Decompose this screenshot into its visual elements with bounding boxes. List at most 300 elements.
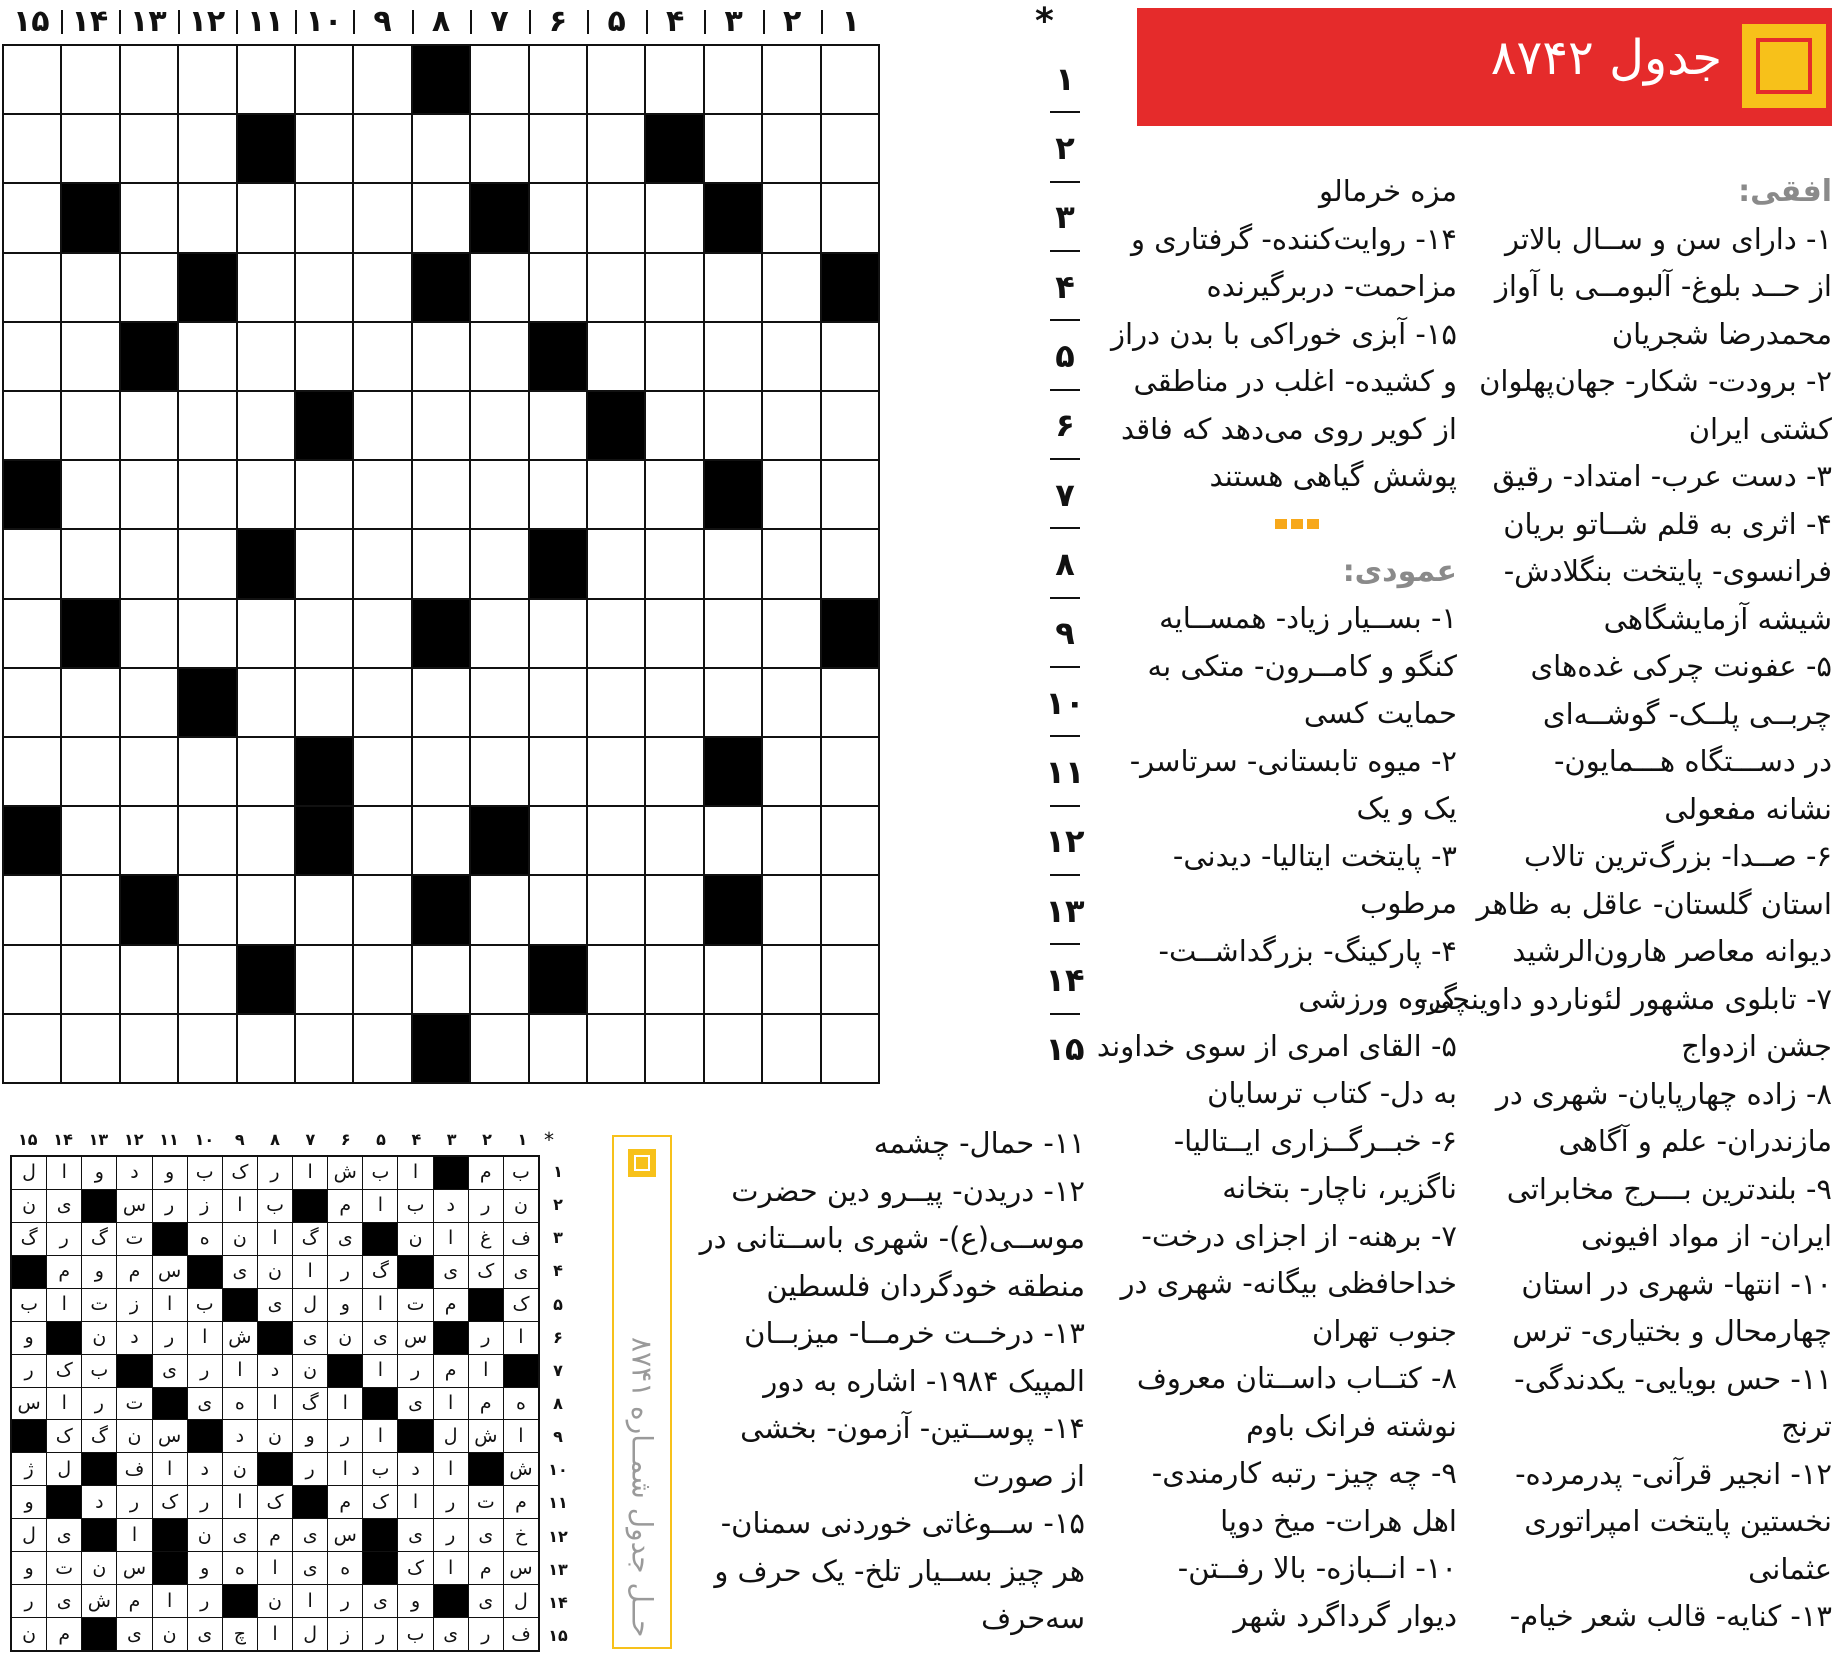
crossword-cell[interactable] — [121, 392, 177, 459]
crossword-cell[interactable] — [471, 530, 527, 597]
solution-cell: ر — [12, 1355, 46, 1387]
crossword-cell[interactable] — [179, 600, 235, 667]
crossword-cell[interactable] — [822, 461, 878, 528]
crossword-cell[interactable] — [62, 738, 118, 805]
solution-cell: ر — [188, 1585, 222, 1617]
crossword-cell[interactable] — [121, 738, 177, 805]
crossword-cell[interactable] — [822, 807, 878, 874]
crossword-cell[interactable] — [471, 461, 527, 528]
crossword-cell[interactable] — [763, 392, 819, 459]
crossword-cell[interactable] — [822, 876, 878, 943]
crossword-cell[interactable] — [588, 184, 644, 251]
column-number: ۱۴ — [61, 2, 120, 42]
crossword-cell[interactable] — [530, 115, 586, 182]
solution-cell: ی — [328, 1223, 362, 1255]
solution-cell: ن — [293, 1355, 327, 1387]
crossword-cell[interactable] — [296, 946, 352, 1013]
solution-cell: ر — [328, 1585, 362, 1617]
crossword-cell[interactable] — [763, 254, 819, 321]
crossword-cell[interactable] — [705, 46, 761, 113]
column-number: ۱۳ — [119, 2, 178, 42]
crossword-cell[interactable] — [705, 946, 761, 1013]
crossword-cell[interactable] — [471, 600, 527, 667]
crossword-cell[interactable] — [121, 254, 177, 321]
crossword-cell[interactable] — [121, 1015, 177, 1082]
crossword-cell[interactable] — [763, 46, 819, 113]
crossword-cell[interactable] — [705, 392, 761, 459]
crossword-cell[interactable] — [4, 115, 60, 182]
crossword-cell[interactable] — [354, 1015, 410, 1082]
solution-cell: م — [117, 1585, 151, 1617]
solution-column-number: ۹ — [234, 1130, 245, 1149]
clue-line: خداحافظی بیگانه- شهری در — [1120, 1266, 1457, 1300]
crossword-cell[interactable] — [4, 946, 60, 1013]
crossword-cell[interactable] — [705, 115, 761, 182]
crossword-cell[interactable] — [296, 461, 352, 528]
solution-column-number: ۷ — [305, 1130, 316, 1149]
crossword-cell[interactable] — [413, 946, 469, 1013]
solution-black-cell — [82, 1453, 116, 1485]
puzzle-title: جدول ۸۷۴۲ — [1490, 30, 1722, 86]
solution-cell: چ — [223, 1618, 257, 1650]
crossword-cell[interactable] — [121, 461, 177, 528]
crossword-cell[interactable] — [588, 323, 644, 390]
black-cell — [822, 600, 878, 667]
crossword-cell[interactable] — [763, 600, 819, 667]
crossword-cell[interactable] — [354, 392, 410, 459]
solution-cell: ر — [153, 1322, 187, 1354]
crossword-cell[interactable] — [530, 461, 586, 528]
crossword-cell[interactable] — [646, 807, 702, 874]
crossword-cell[interactable] — [121, 600, 177, 667]
crossword-cell[interactable] — [354, 669, 410, 736]
crossword-cell[interactable] — [179, 807, 235, 874]
crossword-cell[interactable] — [588, 254, 644, 321]
crossword-cell[interactable] — [354, 323, 410, 390]
crossword-cell[interactable] — [354, 461, 410, 528]
crossword-cell[interactable] — [530, 46, 586, 113]
crossword-cell[interactable] — [354, 600, 410, 667]
crossword-cell[interactable] — [530, 254, 586, 321]
crossword-cell[interactable] — [763, 115, 819, 182]
black-cell — [471, 184, 527, 251]
crossword-cell[interactable] — [62, 323, 118, 390]
clue-line: ۸- زاده چهارپایان- شهری در — [1495, 1076, 1832, 1111]
crossword-cell[interactable] — [822, 46, 878, 113]
crossword-cell[interactable] — [530, 807, 586, 874]
solution-cell: ل — [293, 1618, 327, 1650]
crossword-cell[interactable] — [822, 1015, 878, 1082]
solution-cell: س — [328, 1519, 362, 1551]
solution-cell: ب — [363, 1157, 397, 1189]
solution-cell: ی — [188, 1618, 222, 1650]
solution-row-number: ۹ — [553, 1427, 563, 1447]
solution-cell: ن — [398, 1223, 432, 1255]
crossword-cell[interactable] — [646, 323, 702, 390]
solution-cell: ی — [223, 1256, 257, 1288]
crossword-cell[interactable] — [62, 392, 118, 459]
crossword-cell[interactable] — [238, 392, 294, 459]
crossword-cell[interactable] — [238, 461, 294, 528]
solution-black-cell — [363, 1388, 397, 1420]
black-cell — [4, 461, 60, 528]
crossword-cell[interactable] — [646, 530, 702, 597]
crossword-cell[interactable] — [413, 807, 469, 874]
crossword-cell[interactable] — [4, 46, 60, 113]
crossword-cell[interactable] — [646, 461, 702, 528]
crossword-cell[interactable] — [413, 669, 469, 736]
crossword-cell[interactable] — [471, 46, 527, 113]
solution-cell: ن — [12, 1190, 46, 1222]
crossword-cell[interactable] — [179, 46, 235, 113]
crossword-cell[interactable] — [646, 669, 702, 736]
crossword-cell[interactable] — [705, 530, 761, 597]
crossword-cell[interactable] — [296, 530, 352, 597]
crossword-cell[interactable] — [4, 669, 60, 736]
clue-line: جشن ازدواج — [1681, 1029, 1832, 1063]
clue-line: المپیک ۱۹۸۴- اشاره به دور — [763, 1363, 1085, 1398]
crossword-cell[interactable] — [62, 807, 118, 874]
clue-line: در دســـتگاه هـــمایون- — [1553, 744, 1832, 778]
crossword-cell[interactable] — [530, 669, 586, 736]
crossword-cell[interactable] — [822, 530, 878, 597]
crossword-cell[interactable] — [238, 254, 294, 321]
solution-cell: ن — [117, 1420, 151, 1452]
crossword-cell[interactable] — [62, 530, 118, 597]
crossword-cell[interactable] — [471, 669, 527, 736]
crossword-cell[interactable] — [530, 1015, 586, 1082]
crossword-cell[interactable] — [413, 184, 469, 251]
crossword-cell[interactable] — [471, 738, 527, 805]
solution-cell: س — [153, 1420, 187, 1452]
crossword-cell[interactable] — [354, 46, 410, 113]
solution-cell: ل — [434, 1420, 468, 1452]
column-number: ۷ — [470, 2, 529, 42]
solution-cell: و — [12, 1552, 46, 1584]
crossword-cell[interactable] — [646, 946, 702, 1013]
solution-cell: ا — [293, 1585, 327, 1617]
crossword-cell[interactable] — [763, 946, 819, 1013]
crossword-cell[interactable] — [763, 669, 819, 736]
crossword-cell[interactable] — [238, 807, 294, 874]
clue-line: ۳- پایتخت ایتالیا- دیدنی- — [1172, 838, 1457, 873]
solution-cell: ب — [398, 1618, 432, 1650]
crossword-cell[interactable] — [121, 530, 177, 597]
solution-cell: ز — [117, 1289, 151, 1321]
crossword-cell[interactable] — [413, 115, 469, 182]
solution-column-number: ۱۴ — [53, 1130, 73, 1149]
crossword-cell[interactable] — [705, 600, 761, 667]
crossword-cell[interactable] — [179, 115, 235, 182]
crossword-cell[interactable] — [588, 669, 644, 736]
crossword-cell[interactable] — [238, 876, 294, 943]
crossword-cell[interactable] — [588, 1015, 644, 1082]
crossword-cell[interactable] — [646, 600, 702, 667]
crossword-cell[interactable] — [354, 946, 410, 1013]
crossword-cell[interactable] — [238, 738, 294, 805]
solution-row-number: ۴ — [553, 1261, 563, 1281]
solution-cell: ب — [82, 1355, 116, 1387]
solution-cell: ی — [469, 1585, 503, 1617]
crossword-cell[interactable] — [588, 461, 644, 528]
solution-cell: گ — [82, 1420, 116, 1452]
crossword-cell[interactable] — [413, 461, 469, 528]
crossword-cell[interactable] — [822, 738, 878, 805]
crossword-cell[interactable] — [763, 876, 819, 943]
crossword-cell[interactable] — [471, 254, 527, 321]
crossword-cell[interactable] — [588, 530, 644, 597]
crossword-cell[interactable] — [705, 669, 761, 736]
crossword-cell[interactable] — [238, 46, 294, 113]
clue-line: نشانه مفعولی — [1664, 791, 1832, 826]
crossword-cell[interactable] — [588, 876, 644, 943]
solution-row-number: ۱۰ — [548, 1460, 568, 1480]
crossword-cell[interactable] — [588, 738, 644, 805]
solution-cell: ک — [469, 1256, 503, 1288]
crossword-cell[interactable] — [822, 323, 878, 390]
crossword-cell[interactable] — [530, 184, 586, 251]
crossword-cell[interactable] — [296, 1015, 352, 1082]
solution-cell: ر — [188, 1355, 222, 1387]
crossword-cell[interactable] — [62, 115, 118, 182]
crossword-cell[interactable] — [471, 1015, 527, 1082]
solution-cell: ه — [223, 1388, 257, 1420]
crossword-cell[interactable] — [646, 254, 702, 321]
crossword-cell[interactable] — [763, 530, 819, 597]
crossword-cell[interactable] — [354, 254, 410, 321]
crossword-cell[interactable] — [822, 946, 878, 1013]
crossword-cell[interactable] — [705, 807, 761, 874]
down-clues-continued — [699, 1120, 1085, 1643]
crossword-cell[interactable] — [296, 46, 352, 113]
crossword-cell[interactable] — [4, 392, 60, 459]
main-grid-column-numbers — [2, 2, 880, 42]
black-cell — [413, 876, 469, 943]
clue-line: شیشه آزمایشگاهی — [1603, 601, 1832, 636]
solution-cell: ی — [434, 1256, 468, 1288]
solution-cell: ا — [504, 1322, 538, 1354]
crossword-cell[interactable] — [179, 392, 235, 459]
crossword-cell[interactable] — [296, 600, 352, 667]
crossword-cell[interactable] — [4, 323, 60, 390]
black-cell — [238, 115, 294, 182]
solution-cell: ا — [328, 1388, 362, 1420]
crossword-cell[interactable] — [354, 530, 410, 597]
crossword-cell[interactable] — [121, 46, 177, 113]
crossword-cell[interactable] — [354, 115, 410, 182]
crossword-cell[interactable] — [179, 946, 235, 1013]
clue-line: موســی(ع)- شهری باســتانی در — [699, 1221, 1085, 1255]
black-cell — [179, 254, 235, 321]
crossword-cell[interactable] — [4, 184, 60, 251]
solution-row-numbers — [544, 1155, 572, 1652]
crossword-cell[interactable] — [705, 1015, 761, 1082]
solution-cell: ن — [82, 1552, 116, 1584]
crossword-cell[interactable] — [413, 530, 469, 597]
crossword-cell[interactable] — [238, 1015, 294, 1082]
crossword-cell[interactable] — [354, 184, 410, 251]
crossword-cell[interactable] — [471, 323, 527, 390]
crossword-cell[interactable] — [588, 46, 644, 113]
solution-cell: ر — [434, 1519, 468, 1551]
crossword-cell[interactable] — [588, 600, 644, 667]
crossword-cell[interactable] — [179, 323, 235, 390]
crossword-cell[interactable] — [179, 530, 235, 597]
clue-line: ۷- تابلوی مشهور لئوناردو داوینچی- — [1417, 981, 1832, 1016]
crossword-cell[interactable] — [296, 184, 352, 251]
crossword-cell[interactable] — [296, 254, 352, 321]
crossword-cell[interactable] — [238, 323, 294, 390]
solution-cell: ی — [223, 1519, 257, 1551]
solution-column-number: ۱۰ — [194, 1130, 215, 1149]
crossword-cell[interactable] — [471, 946, 527, 1013]
crossword-cell[interactable] — [413, 323, 469, 390]
black-cell — [413, 1015, 469, 1082]
crossword-cell[interactable] — [62, 876, 118, 943]
column-number: ۱۱ — [236, 2, 295, 42]
clue-line: نوشته فرانک باوم — [1246, 1408, 1457, 1443]
crossword-cell[interactable] — [179, 738, 235, 805]
solution-row-number: ۲ — [553, 1195, 563, 1215]
crossword-cell[interactable] — [4, 738, 60, 805]
solution-row-number: ۱۱ — [548, 1493, 568, 1513]
black-cell — [413, 254, 469, 321]
crossword-cell[interactable] — [354, 876, 410, 943]
solution-cell: ا — [47, 1388, 81, 1420]
solution-cell: ر — [188, 1486, 222, 1518]
crossword-cell[interactable] — [471, 876, 527, 943]
solution-black-cell — [153, 1552, 187, 1584]
crossword-cell[interactable] — [530, 876, 586, 943]
clue-line: دیوار گرداگرد شهر — [1233, 1598, 1457, 1633]
crossword-cell[interactable] — [62, 1015, 118, 1082]
crossword-cell[interactable] — [822, 669, 878, 736]
crossword-cell[interactable] — [530, 392, 586, 459]
crossword-cell[interactable] — [354, 738, 410, 805]
solution-label-text: حــل جدول شمــاره ۸۷۴۱ — [625, 1336, 659, 1637]
crossword-cell[interactable] — [62, 46, 118, 113]
crossword-grid[interactable] — [2, 44, 880, 1084]
crossword-cell[interactable] — [4, 1015, 60, 1082]
crossword-cell[interactable] — [121, 115, 177, 182]
crossword-cell[interactable] — [413, 392, 469, 459]
crossword-cell[interactable] — [4, 600, 60, 667]
clue-line: ناگزیر، ناچار- بتخانه — [1222, 1171, 1457, 1205]
crossword-cell[interactable] — [705, 323, 761, 390]
clue-line: ۱۲- انجیر قرآنی- پدرمرده- — [1515, 1456, 1832, 1491]
crossword-cell[interactable] — [646, 1015, 702, 1082]
solution-cell: ف — [504, 1618, 538, 1650]
crossword-cell[interactable] — [413, 738, 469, 805]
crossword-cell[interactable] — [62, 669, 118, 736]
crossword-cell[interactable] — [121, 807, 177, 874]
crossword-cell[interactable] — [179, 184, 235, 251]
crossword-cell[interactable] — [530, 600, 586, 667]
crossword-cell[interactable] — [62, 254, 118, 321]
crossword-cell[interactable] — [763, 1015, 819, 1082]
crossword-cell[interactable] — [763, 184, 819, 251]
crossword-cell[interactable] — [646, 738, 702, 805]
crossword-cell[interactable] — [62, 946, 118, 1013]
solution-cell: ن — [258, 1585, 292, 1617]
crossword-cell[interactable] — [296, 876, 352, 943]
crossword-cell[interactable] — [705, 254, 761, 321]
solution-cell: ی — [258, 1289, 292, 1321]
crossword-cell[interactable] — [588, 807, 644, 874]
crossword-cell[interactable] — [822, 184, 878, 251]
solution-cell: ن — [223, 1223, 257, 1255]
clue-line: ۷- برهنه- از اجزای درخت- — [1141, 1218, 1457, 1253]
crossword-cell[interactable] — [763, 807, 819, 874]
solution-cell: و — [328, 1289, 362, 1321]
crossword-cell[interactable] — [296, 115, 352, 182]
black-cell — [4, 807, 60, 874]
solution-cell: ا — [434, 1453, 468, 1485]
clue-line: هر چیز بســیار تلخ- یک حرف و — [714, 1553, 1085, 1588]
crossword-cell[interactable] — [62, 461, 118, 528]
solution-cell: ر — [363, 1618, 397, 1650]
crossword-cell[interactable] — [179, 461, 235, 528]
crossword-cell[interactable] — [179, 876, 235, 943]
crossword-cell[interactable] — [588, 115, 644, 182]
crossword-cell[interactable] — [471, 115, 527, 182]
crossword-cell[interactable] — [354, 807, 410, 874]
crossword-cell[interactable] — [121, 184, 177, 251]
clue-line: ایران- از مواد افیونی — [1580, 1219, 1832, 1253]
crossword-cell[interactable] — [646, 184, 702, 251]
crossword-cell[interactable] — [646, 876, 702, 943]
solution-black-cell — [82, 1618, 116, 1650]
crossword-cell[interactable] — [121, 669, 177, 736]
crossword-cell[interactable] — [763, 323, 819, 390]
crossword-cell[interactable] — [238, 184, 294, 251]
solution-cell: ن — [82, 1322, 116, 1354]
clue-line: از حــد بلوغ- آلبومــی با آواز — [1494, 269, 1832, 303]
solution-column-number: ۱۳ — [88, 1130, 109, 1149]
solution-cell: ی — [117, 1618, 151, 1650]
solution-cell: گ — [12, 1223, 46, 1255]
crossword-cell[interactable] — [646, 392, 702, 459]
black-cell — [530, 530, 586, 597]
crossword-cell[interactable] — [588, 946, 644, 1013]
solution-black-cell — [258, 1453, 292, 1485]
crossword-cell[interactable] — [471, 392, 527, 459]
crossword-cell[interactable] — [822, 392, 878, 459]
solution-black-cell — [398, 1420, 432, 1452]
solution-cell: ب — [398, 1190, 432, 1222]
crossword-cell[interactable] — [763, 461, 819, 528]
solution-cell: گ — [363, 1256, 397, 1288]
crossword-cell[interactable] — [296, 323, 352, 390]
crossword-cell[interactable] — [238, 669, 294, 736]
crossword-cell[interactable] — [4, 254, 60, 321]
crossword-cell[interactable] — [238, 600, 294, 667]
crossword-cell[interactable] — [530, 738, 586, 805]
crossword-cell[interactable] — [822, 115, 878, 182]
column-number: ۱۵ — [12, 4, 50, 39]
crossword-cell[interactable] — [121, 946, 177, 1013]
solution-cell: م — [47, 1618, 81, 1650]
crossword-cell[interactable] — [763, 738, 819, 805]
crossword-cell[interactable] — [4, 876, 60, 943]
crossword-cell[interactable] — [179, 1015, 235, 1082]
crossword-cell[interactable] — [646, 46, 702, 113]
crossword-cell[interactable] — [296, 669, 352, 736]
solution-cell: ب — [363, 1453, 397, 1485]
solution-cell: د — [117, 1157, 151, 1189]
row-number: ۸ — [1040, 529, 1090, 598]
crossword-cell[interactable] — [4, 530, 60, 597]
